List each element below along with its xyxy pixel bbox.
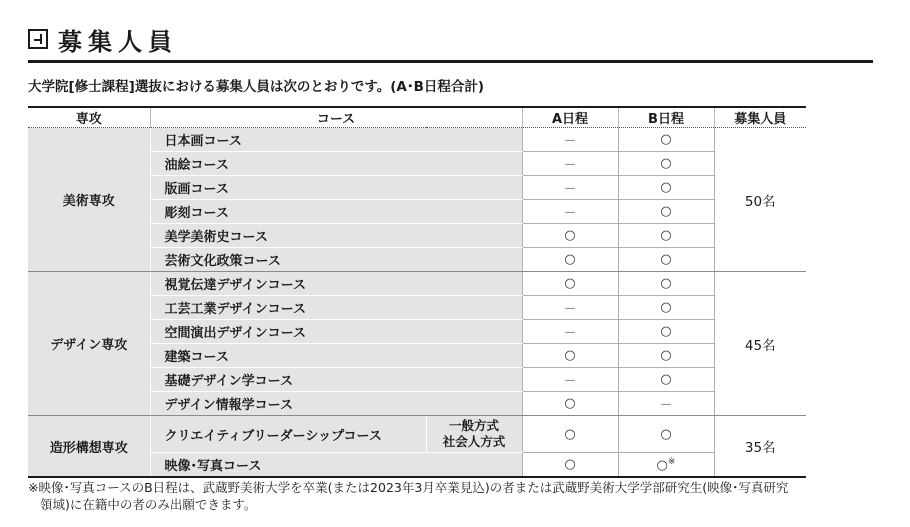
a-schedule-cell: ○ [522,416,618,453]
major-cell: デザイン専攻 [28,272,150,416]
course-cell: 基礎デザイン学コース [150,368,522,392]
a-schedule-cell: ○ [522,248,618,272]
b-schedule-cell: ○ [618,200,714,224]
footnote-line-2: 領域)に在籍中の者のみ出願できます。 [40,497,257,512]
course-cell: 油絵コース [150,152,522,176]
a-schedule-cell: － [522,368,618,392]
a-schedule-cell: － [522,176,618,200]
b-schedule-cell: ○ [618,368,714,392]
header-capacity: 募集人員 [714,107,806,128]
b-schedule-cell: ○ [618,176,714,200]
capacity-cell: 50名 [714,128,806,272]
section-title [28,22,873,63]
admission-method-cell [426,416,522,453]
b-schedule-cell: ○ [618,272,714,296]
capacity-cell: 35名 [714,416,806,478]
b-schedule-cell: ○ [618,128,714,152]
table-row [28,416,806,453]
table-row [28,272,806,296]
footnote-line-1: ※映像･写真コースのB日程は、武蔵野美術大学を卒業(または2023年3月卒業見込)の者または武蔵野美術大学学部研究生(映像･写真研究 [28,480,789,495]
b-schedule-cell: ○ [618,296,714,320]
method-general: 一般方式 [448,418,499,433]
major-cell: 美術専攻 [28,128,150,272]
subtitle: 大学院[修士課程]選抜における募集人員は次のとおりです。(A･B日程合計) [28,79,485,95]
course-cell: 工芸工業デザインコース [150,296,522,320]
b-schedule-cell: － [618,392,714,416]
course-cell: 美学美術史コース [150,224,522,248]
course-cell: 建築コース [150,344,522,368]
header-b-schedule: B日程 [618,107,714,128]
course-cell: クリエイティブリーダーシップコース [150,416,426,453]
footnote [28,479,888,513]
course-cell: 芸術文化政策コース [150,248,522,272]
course-cell: デザイン情報学コース [150,392,522,416]
course-cell: 視覚伝達デザインコース [150,272,522,296]
header-major: 専攻 [28,107,150,128]
a-schedule-cell: ○ [522,344,618,368]
b-schedule-cell [618,453,714,478]
recruitment-table [28,106,806,478]
header-course: コース [150,107,522,128]
a-schedule-cell: － [522,320,618,344]
course-cell: 空間演出デザインコース [150,320,522,344]
capacity-cell: 45名 [714,272,806,416]
a-schedule-cell: ○ [522,272,618,296]
b-schedule-cell: ○ [618,152,714,176]
course-cell: 日本画コース [150,128,522,152]
a-schedule-cell: － [522,200,618,224]
course-cell: 映像･写真コース [150,453,522,478]
section-marker-icon [28,29,48,49]
footnote-marker: ※ [667,456,676,467]
header-row [28,107,806,128]
header-a-schedule: A日程 [522,107,618,128]
b-schedule-cell: ○ [618,320,714,344]
b-schedule-cell: ○ [618,416,714,453]
a-schedule-cell: ○ [522,224,618,248]
b-schedule-mark: ○ [656,457,668,473]
a-schedule-cell: － [522,152,618,176]
a-schedule-cell: ○ [522,453,618,478]
b-schedule-cell: ○ [618,344,714,368]
method-working-adult: 社会人方式 [442,434,506,449]
b-schedule-cell: ○ [618,248,714,272]
course-cell: 彫刻コース [150,200,522,224]
course-cell: 版画コース [150,176,522,200]
a-schedule-cell: － [522,296,618,320]
major-cell: 造形構想専攻 [28,416,150,478]
b-schedule-cell: ○ [618,224,714,248]
table-row [28,128,806,152]
a-schedule-cell: － [522,128,618,152]
page-title: 募集人員 [58,27,178,56]
title-underline [28,60,873,63]
a-schedule-cell: ○ [522,392,618,416]
